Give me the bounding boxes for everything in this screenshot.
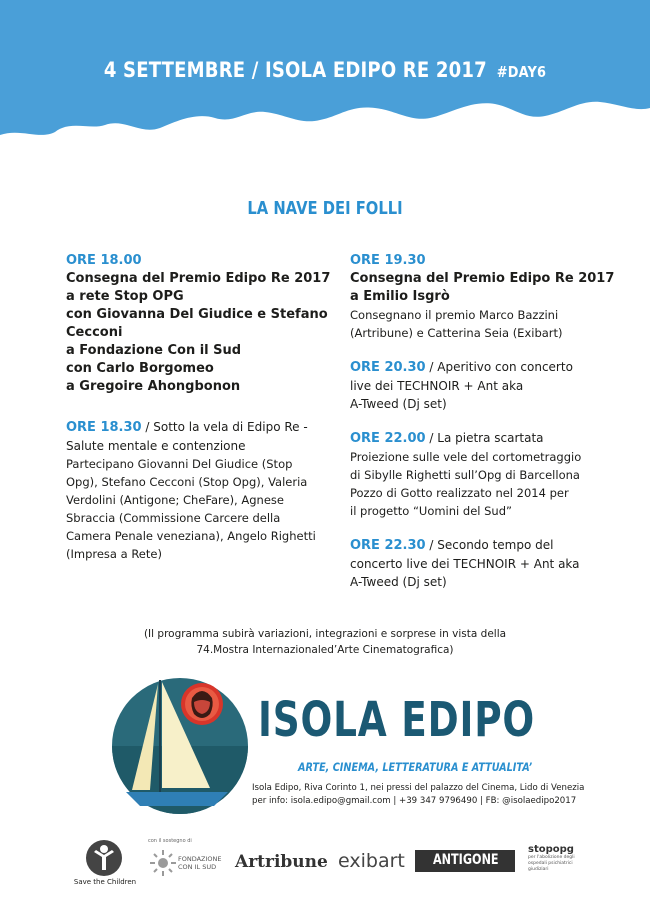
fondazione-line: CON IL SUD — [178, 863, 217, 871]
fondazione-prefix: con il sostegno di — [148, 838, 192, 844]
event-time: ORE 18.30 — [66, 420, 142, 435]
event-line: live dei TECHNOIR + Ant aka — [350, 379, 524, 393]
stopopg-subtitle: per l'abolizione degli ospedali psichiatrici giudiziari — [528, 855, 575, 872]
event-2030 — [350, 358, 620, 413]
stopopg-label: stopopg — [528, 844, 574, 855]
logo-tagline: ARTE, CINEMA, LETTERATURA E ATTUALITA’ — [298, 760, 533, 774]
artribune-logo: Artribune — [235, 852, 328, 872]
event-1930 — [350, 252, 620, 342]
event-2230 — [350, 536, 620, 591]
exibart-logo: exibart — [338, 850, 405, 872]
event-line: Sbraccia (Commissione Carcere della — [66, 511, 281, 525]
address-line: Isola Edipo, Riva Corinto 1, nei pressi del palazzo del Cinema, Lido di Venezia — [252, 783, 585, 793]
logo-address — [252, 782, 584, 808]
event-title: / Aperitivo con concerto — [425, 360, 573, 374]
isola-edipo-logo — [110, 672, 585, 822]
note-line: (Il programma subirà variazioni, integrazioni e sorprese in vista della — [143, 628, 507, 640]
program-left-column — [66, 252, 334, 579]
sponsor-logos — [70, 838, 600, 898]
event-line: a Gregoire Ahongbonon — [66, 379, 241, 394]
save-the-children-icon — [84, 838, 124, 878]
event-line: concerto live dei TECHNOIR + Ant aka — [350, 557, 580, 571]
logo-brand-name: ISOLA EDIPO — [258, 692, 536, 748]
event-line: Pozzo di Gotto realizzato nel 2014 per — [350, 486, 569, 500]
section-title: LA NAVE DEI FOLLI — [247, 198, 403, 219]
event-line: Camera Penale veneziana), Angelo Righetti — [66, 529, 316, 543]
event-title-cont: Salute mentale e contenzione — [66, 439, 246, 453]
antigone-label: ANTIGONE — [433, 852, 499, 868]
event-time: ORE 20.30 — [350, 360, 426, 375]
save-the-children-label: Save the Children — [73, 878, 137, 886]
event-line: Consegna del Premio Edipo Re 2017 — [66, 271, 331, 286]
header-hashtag: #DAY6 — [496, 63, 547, 81]
antigone-logo — [415, 850, 515, 872]
event-line: Opg), Stefano Cecconi (Stop Opg), Valeria — [66, 475, 308, 489]
header-title-text: 4 SETTEMBRE / ISOLA EDIPO RE 2017 — [103, 58, 487, 82]
event-line: Consegnano il premio Marco Bazzini — [350, 308, 559, 322]
event-heading — [66, 418, 334, 437]
event-line: Consegna del Premio Edipo Re 2017 — [350, 271, 615, 286]
event-title: / Sotto la vela di Edipo Re - — [141, 420, 308, 434]
event-heading — [350, 358, 620, 377]
event-line: Verdolini (Antigone; CheFare), Agnese — [66, 493, 284, 507]
event-heading — [350, 429, 620, 448]
event-line: a rete Stop OPG — [66, 289, 184, 304]
fondazione-con-il-sud-logo — [148, 838, 222, 898]
event-time: ORE 22.30 — [350, 538, 426, 553]
header-banner — [0, 0, 650, 185]
event-time: ORE 22.00 — [350, 431, 426, 446]
event-line: (Artribune) e Catterina Seia (Exibart) — [350, 326, 563, 340]
event-line: Proiezione sulle vele del cortometraggio — [350, 450, 582, 464]
event-line: con Giovanna Del Giudice e Stefano — [66, 307, 328, 322]
event-line: a Emilio Isgrò — [350, 289, 450, 304]
sailboat-emblem-icon — [110, 672, 260, 822]
event-heading — [350, 536, 620, 555]
program-right-column — [350, 252, 620, 607]
event-1800 — [66, 252, 334, 396]
sky-clouds-background — [0, 0, 650, 185]
event-2200 — [350, 429, 620, 520]
sun-icon — [148, 848, 178, 878]
fondazione-line: FONDAZIONE — [178, 855, 222, 863]
event-1830 — [66, 418, 334, 563]
event-title: / La pietra scartata — [425, 431, 544, 445]
event-time: ORE 18.00 — [66, 253, 142, 268]
event-line: (Impresa a Rete) — [66, 547, 162, 561]
save-the-children-logo — [70, 838, 140, 898]
event-line: con Carlo Borgomeo — [66, 361, 214, 376]
event-line: A-Tweed (Dj set) — [350, 575, 447, 589]
contact-line: per info: isola.edipo@gmail.com | +39 347 9796490 | FB: @isolaedipo2017 — [252, 796, 577, 806]
event-line: di Sibylle Righetti sull’Opg di Barcellona — [350, 468, 580, 482]
program-note — [0, 626, 650, 658]
event-line: A-Tweed (Dj set) — [350, 397, 447, 411]
stopopg-logo — [528, 844, 588, 873]
event-line: Partecipano Giovanni Del Giudice (Stop — [66, 457, 293, 471]
event-title: / Secondo tempo del — [425, 538, 554, 552]
event-time: ORE 19.30 — [350, 253, 426, 268]
header-title — [46, 58, 605, 82]
fondazione-label — [178, 855, 222, 871]
event-line: a Fondazione Con il Sud — [66, 343, 242, 358]
event-line: il progetto “Uomini del Sud” — [350, 504, 512, 518]
note-line: 74.Mostra Internazionaled’Arte Cinematografica) — [196, 644, 454, 656]
event-line: Cecconi — [66, 325, 123, 340]
